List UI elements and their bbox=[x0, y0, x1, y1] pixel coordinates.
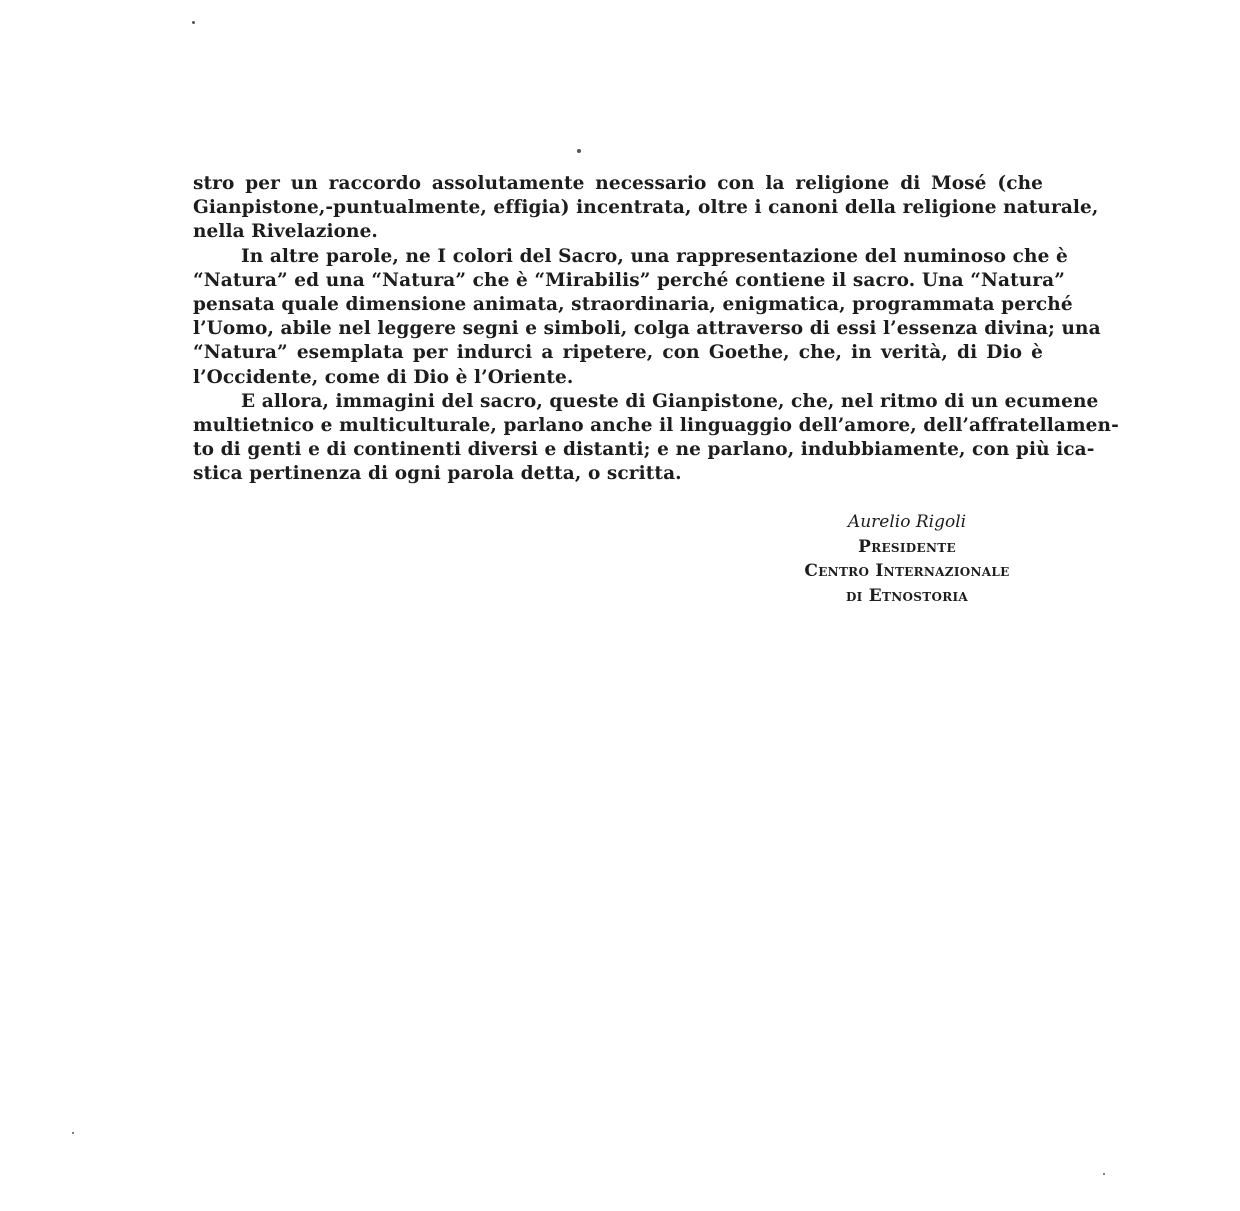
body-line: E allora, immagini del sacro, queste di Gianpistone, che, nel ritmo di un ecumene bbox=[241, 390, 1099, 412]
body-line: pensata quale dimensione animata, straordinaria, enigmatica, programmata perché bbox=[193, 293, 1073, 315]
body-line: stro per un raccordo assolutamente necessario con la religione di Mosé (che bbox=[193, 173, 1043, 194]
body-line: nella Rivelazione. bbox=[193, 221, 378, 243]
signature-organization: di Etnostoria bbox=[845, 585, 969, 606]
scan-speck bbox=[1103, 1173, 1105, 1175]
scan-speck bbox=[192, 21, 195, 24]
body-line: stica pertinenza di ogni parola detta, o scritta. bbox=[193, 463, 682, 485]
body-line: l’Uomo, abile nel leggere segni e simboli, colga attraverso di essi l’essenza divina; una bbox=[193, 318, 1101, 340]
scan-speck bbox=[577, 149, 581, 153]
signature-organization: Centro Internazionale bbox=[804, 561, 1010, 581]
signature-block bbox=[770, 510, 1044, 608]
body-line: l’Occidente, come di Dio è l’Oriente. bbox=[193, 366, 574, 388]
body-line: “Natura” ed una “Natura” che è “Mirabilis” perché contiene il sacro. Una “Natura” bbox=[193, 269, 1065, 291]
body-line: multietnico e multiculturale, parlano anche il linguaggio dell’amore, dell’affratellamen- bbox=[193, 414, 1119, 436]
body-line: to di genti e di continenti diversi e distanti; e ne parlano, indubbiamente, con più ica- bbox=[193, 439, 1095, 461]
signature-title: Presidente bbox=[858, 536, 956, 557]
body-line: “Natura” esemplata per indurci a ripetere, con Goethe, che, in verità, di Dio è bbox=[193, 342, 1043, 364]
body-line: In altre parole, ne I colori del Sacro, una rappresentazione del numinoso che è bbox=[241, 245, 1068, 267]
body-line: Gianpistone,-puntualmente, effigia) incentrata, oltre i canoni della religione naturale, bbox=[193, 197, 1099, 219]
scan-speck bbox=[72, 1132, 74, 1134]
signature-name: Aurelio Rigoli bbox=[847, 512, 967, 532]
body-text bbox=[193, 172, 1119, 486]
